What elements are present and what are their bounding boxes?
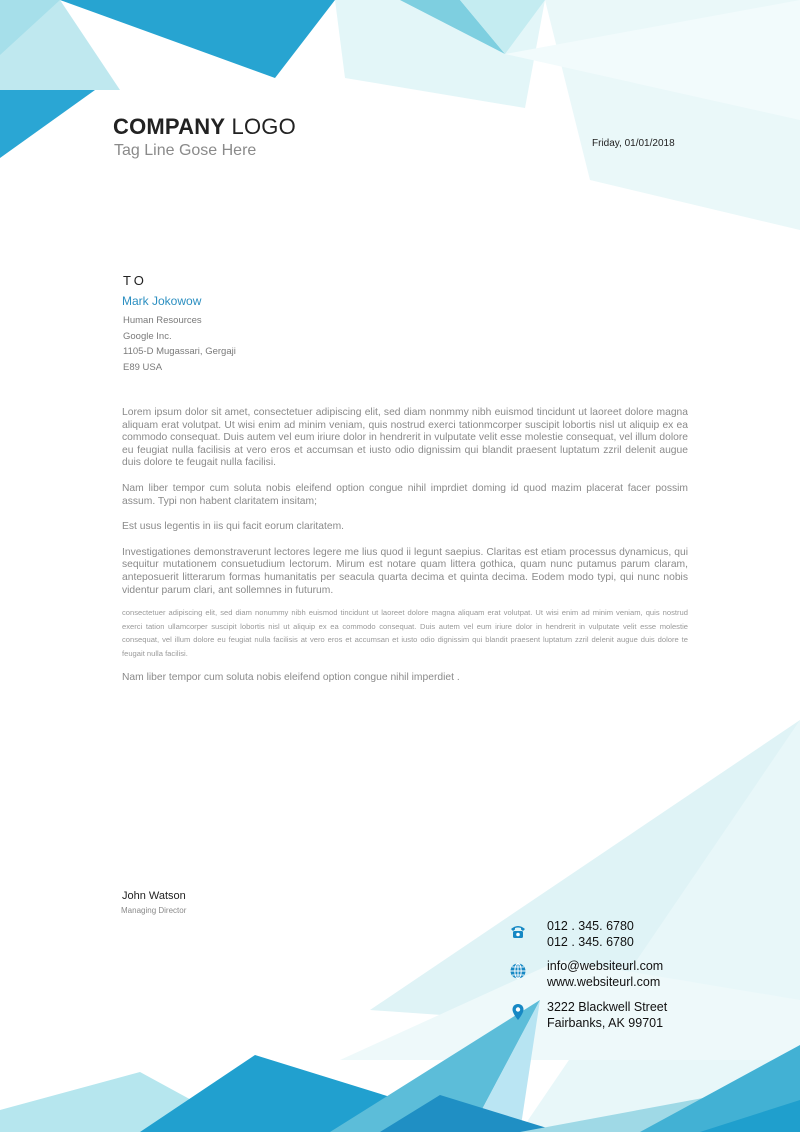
letter-body [122, 407, 688, 684]
body-paragraph: Nam liber tempor cum soluta nobis eleifend option congue nihil imprdiet doming id quod mazim placerat facer possim assum. Typi non habent claritatem insitam; [122, 482, 688, 507]
globe-icon [509, 962, 527, 980]
recipient-name: Mark Jokowow [122, 294, 202, 308]
body-paragraph: Investigationes demonstraverunt lectores legere me lius quod ii legunt saepius. Claritas est etiam processus dynamicus, qui sequitur mutationem consuetudium lectorum. Mirum est notare quam littera gothica, quam nunc putamus parum claram, anteposuerit litterarum formas humanitatis per seacula quarta decima et quinta decima. Eodem modo typi, qui nunc nobis videntur parum clari, ant sollemnes in futurum. [122, 546, 688, 596]
body-paragraph: Est usus legentis in iis qui facit eorum claritatem. [122, 521, 345, 533]
signatory-title: Managing Director [121, 906, 187, 915]
tagline: Tag Line Gose Here [114, 142, 257, 159]
address-line: Google Inc. [123, 330, 172, 342]
email-address: info@websiteurl.com [547, 959, 664, 973]
city-state-zip: Fairbanks, AK 99701 [547, 1016, 664, 1030]
body-paragraph: Nam liber tempor cum soluta nobis eleifend option congue nihil imperdiet . [122, 671, 460, 683]
letter-date: Friday, 01/01/2018 [592, 138, 675, 149]
signatory-name: John Watson [122, 890, 186, 902]
contact-phone [509, 919, 749, 953]
address-line: E89 USA [123, 362, 163, 374]
phone-number: 012 . 345. 6780 [547, 935, 634, 949]
website-url: www.websiteurl.com [547, 975, 661, 989]
address-line: Human Resources [123, 315, 202, 326]
body-paragraph-small: consectetuer adipiscing elit, sed diam nonummy nibh euismod tincidunt ut laoreet dolore magna aliquam erat volutpat. Ut wisi enim ad minim veniam, quis nostrud exerci tation ullamcorper suscipit lobortis nisl ut aliquip ex ea commodo consequat. Duis autem vel eum iriure dolor in hendrerit in vulputate velit esse molestie consequat, vel illum dolore eu feugiat nulla facilisis at vero eros et accumsan et iusto odio dignissim qui blandit praesent luptatum zzril delenit augue duis dolore te feugait nulla facilisi. [122, 608, 688, 658]
logo-light-text: LOGO [231, 114, 296, 139]
phone-number: 012 . 345. 6780 [547, 919, 634, 933]
logo-bold-text: COMPANY [113, 114, 226, 139]
recipient-address [123, 313, 236, 376]
to-label: TO [123, 273, 147, 288]
contact-address [509, 1000, 749, 1034]
address-line: 1105-D Mugassari, Gergaji [123, 346, 236, 358]
contact-web [509, 959, 749, 993]
company-logo [113, 114, 296, 140]
phone-icon [509, 922, 527, 940]
body-paragraph: Lorem ipsum dolor sit amet, consectetuer adipiscing elit, sed diam nonmmy nibh euismod tincidunt ut laoreet dolore magna aliquam erat volutpat. Ut wisi enim ad minim veniam, quis nostrud exerci tationmcorper suscipit lobortis nisl ut aliquip ex ea commodo consequat. Duis autem vel eum iriure dolor in hendrerit in vulputate velit esse molestie consequat, vel illum dolore eu feugiat nulla facilisis at vero eros et accumsan et iusto odio dignissim qui blandit praesent luptatum zzril delenit augue duis dolore te feugait nulla facilisi. [122, 407, 688, 469]
location-pin-icon [509, 1003, 527, 1021]
street-address: 3222 Blackwell Street [547, 1000, 668, 1014]
